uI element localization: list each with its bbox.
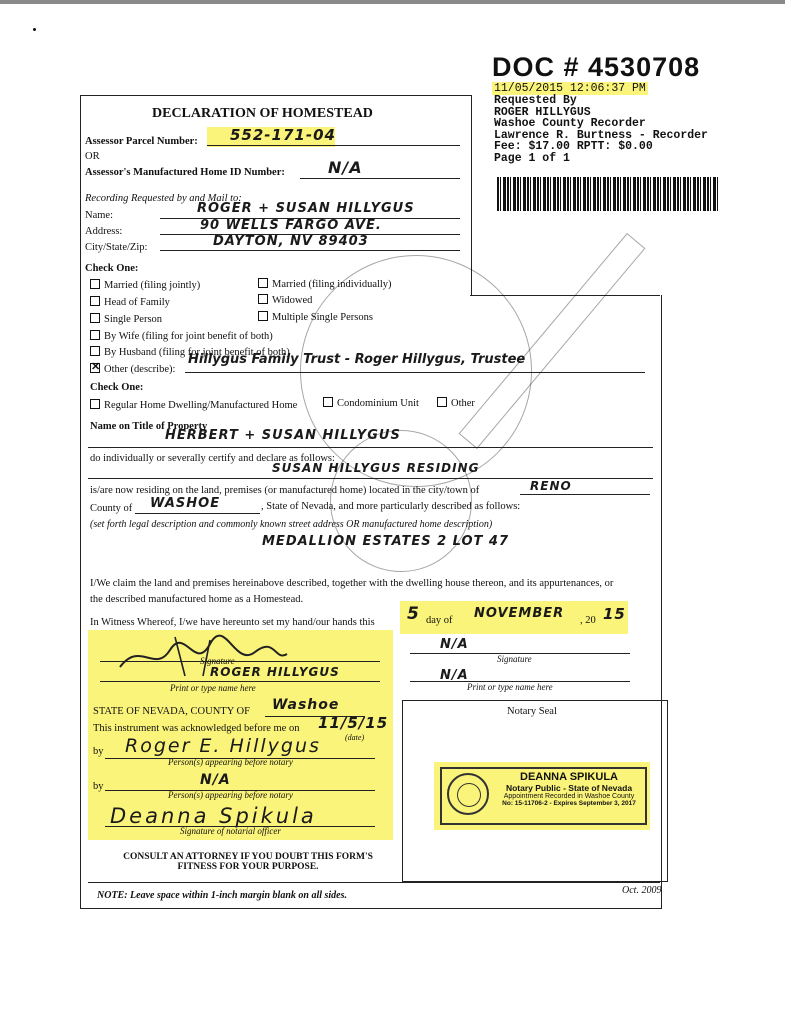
checkbox[interactable] <box>323 397 333 407</box>
option-married-individually[interactable]: Married (filing individually) <box>258 278 392 290</box>
mh-id-value: N/A <box>328 158 363 177</box>
print-name-label: Print or type name here <box>170 683 256 693</box>
form-version: Oct. 2009 <box>622 885 662 896</box>
checkbox[interactable] <box>90 279 100 289</box>
city-value: DAYTON, NV 89403 <box>213 234 369 249</box>
barcode <box>497 177 718 211</box>
notary-signature-label: Signature of notarial officer <box>180 826 281 836</box>
print-name2-label: Print or type name here <box>467 682 553 692</box>
state-county-value: Washoe <box>272 697 340 713</box>
recorder-info: Requested By ROGER HILLYGUS Washoe County Recorder Lawrence R. Burtness - Recorder Fee: $17.00 RPTT: $0.00 Page 1 of 1 <box>494 94 708 165</box>
ack-date: 11/5/15 <box>318 714 389 732</box>
checkbox[interactable] <box>90 346 100 356</box>
address-value: 90 WELLS FARGO AVE. <box>200 218 382 233</box>
name-value: ROGER + SUSAN HILLYGUS <box>197 201 415 216</box>
by2-value: N/A <box>200 772 231 788</box>
option-widowed[interactable]: Widowed <box>258 294 312 306</box>
nevada-seal-icon <box>447 773 489 815</box>
checkbox[interactable] <box>258 278 268 288</box>
option-by-husband[interactable]: By Husband (filing for joint benefit of both) <box>90 346 290 358</box>
checkbox[interactable] <box>258 294 268 304</box>
option-single[interactable]: Single Person <box>90 313 162 325</box>
checkbox[interactable] <box>437 397 447 407</box>
title-name-value: HERBERT + SUSAN HILLYGUS <box>165 428 401 443</box>
option-multiple-single[interactable]: Multiple Single Persons <box>258 311 373 323</box>
notary-signature: Deanna Spikula <box>110 804 317 828</box>
notary-stamp-text: DEANNA SPIKULA Notary Public - State of Nevada Appointment Recorded in Washoe County No: 15-11706-2 - Expires September 3, 2017 <box>502 771 636 807</box>
option-condo[interactable]: Condominium Unit <box>323 397 419 409</box>
checkbox[interactable] <box>90 330 100 340</box>
by-label: by <box>93 746 104 757</box>
form-title: DECLARATION OF HOMESTEAD <box>152 106 373 121</box>
option-by-wife[interactable]: By Wife (filing for joint benefit of both) <box>90 330 273 342</box>
county-value: WASHOE <box>150 496 221 511</box>
legal-label: (set forth legal description and commonly known street address OR manufactured home description) <box>90 519 493 530</box>
residing-text: is/are now residing on the land, premises (or manufactured home) located in the city/town of <box>90 485 480 496</box>
claim-text-1: I/We claim the land and premises hereinabove described, together with the dwelling house thereon, and its appurtenances, or <box>90 578 614 589</box>
apn-label: Assessor Parcel Number: <box>85 136 198 147</box>
print-name2-value: N/A <box>440 668 469 683</box>
check-one-label-2: Check One: <box>90 382 144 393</box>
witness-month: NOVEMBER <box>474 606 565 621</box>
signature-label: Signature <box>200 656 235 666</box>
option-head-family[interactable]: Head of Family <box>90 296 170 308</box>
recording-label: Recording Requested by and Mail to: <box>85 193 242 204</box>
certify-text: do individually or severally certify and declare as follows: <box>90 453 335 464</box>
scan-top-edge <box>0 0 785 4</box>
legal-value: MEDALLION ESTATES 2 LOT 47 <box>262 534 510 549</box>
date-label: (date) <box>345 733 365 742</box>
option-regular-home[interactable]: Regular Home Dwelling/Manufactured Home <box>90 399 297 411</box>
witness-day: 5 <box>407 604 420 624</box>
print-name-value: ROGER HILLYGUS <box>210 665 340 679</box>
day-of-label: day of <box>426 615 453 626</box>
city-town-value: RENO <box>530 479 572 493</box>
county-label: County of <box>90 503 133 514</box>
witness-text: In Witness Whereof, I/we have hereunto set my hand/our hands this <box>90 617 375 628</box>
recording-timestamp: 11/05/2015 12:06:37 PM <box>494 82 646 95</box>
persons-label: Person(s) appearing before notary <box>168 757 293 767</box>
city-label: City/State/Zip: <box>85 242 148 253</box>
other-value: Hillygus Family Trust - Roger Hillygus, Trustee <box>188 352 526 367</box>
checkbox[interactable] <box>90 313 100 323</box>
state-text: , State of Nevada, and more particularly described as follows: <box>261 501 521 512</box>
margin-note: NOTE: Leave space within 1-inch margin blank on all sides. <box>97 890 348 901</box>
consult-notice: CONSULT AN ATTORNEY IF YOU DOUBT THIS FORM'S FITNESS FOR YOUR PURPOSE. <box>123 852 373 872</box>
signature2-label: Signature <box>497 654 532 664</box>
doc-number: DOC # 4530708 <box>492 52 701 82</box>
signature2-value: N/A <box>440 637 469 652</box>
ack-text: This instrument was acknowledged before me on <box>93 723 300 734</box>
apn-value: 552-171-04 <box>230 126 336 144</box>
year-prefix: , 20 <box>580 615 596 626</box>
option-other-type[interactable]: Other <box>437 397 475 409</box>
title-name-label: Name on Title of Property <box>90 421 208 432</box>
persons2-label: Person(s) appearing before notary <box>168 790 293 800</box>
check-one-label: Check One: <box>85 263 139 274</box>
claim-text-2: the described manufactured home as a Homestead. <box>90 594 304 605</box>
state-county-label: STATE OF NEVADA, COUNTY OF <box>93 706 250 717</box>
option-married-jointly[interactable]: Married (filing jointly) <box>90 279 200 291</box>
scan-speck <box>33 28 36 31</box>
checkbox[interactable] <box>90 399 100 409</box>
option-other[interactable]: ✕ Other (describe): <box>91 361 176 375</box>
name-label: Name: <box>85 210 113 221</box>
checkbox[interactable] <box>258 311 268 321</box>
footer-rule <box>88 882 660 883</box>
declare-value: SUSAN HILLYGUS RESIDING <box>272 461 480 475</box>
notary-seal-label: Notary Seal <box>507 706 557 717</box>
by-value: Roger E. Hillygus <box>125 735 321 757</box>
by2-label: by <box>93 781 104 792</box>
checkbox[interactable] <box>90 296 100 306</box>
mh-id-label: Assessor's Manufactured Home ID Number: <box>85 167 285 178</box>
or-label: OR <box>85 151 100 162</box>
address-label: Address: <box>85 226 123 237</box>
x-mark-icon[interactable]: ✕ <box>91 361 101 373</box>
witness-year: 15 <box>603 605 626 623</box>
